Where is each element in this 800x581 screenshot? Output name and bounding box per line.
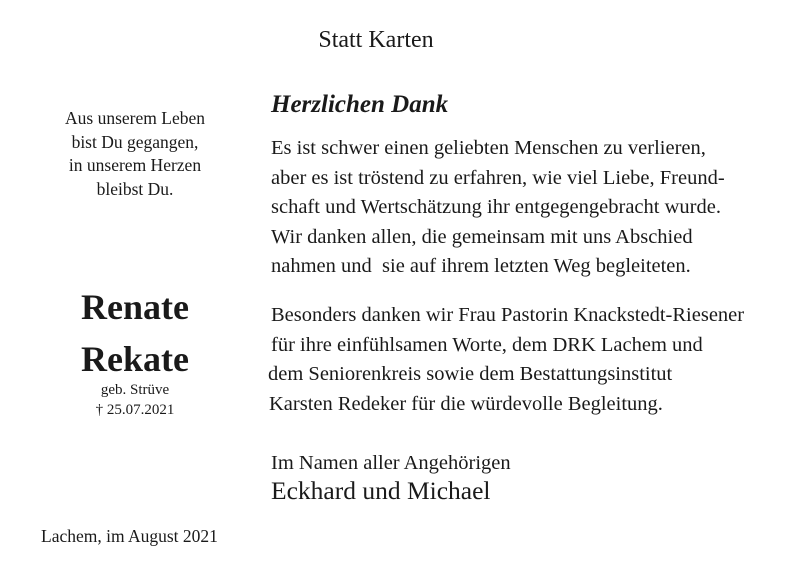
- paragraph-line: aber es ist tröstend zu erfahren, wie viel Liebe, Freund-: [271, 166, 725, 189]
- thanks-paragraph-2: [268, 301, 745, 419]
- paragraph-line: Wir danken allen, die gemeinsam mit uns Abschied: [271, 225, 693, 248]
- motto-line: bleibst Du.: [96, 178, 174, 199]
- paragraph-line: für ihre einfühlsamen Worte, dem DRK Lachem und: [271, 333, 703, 356]
- motto-line: bist Du gegangen,: [71, 131, 199, 152]
- deceased-first-name: Renate: [81, 287, 189, 327]
- deceased-last-name: Rekate: [81, 339, 189, 379]
- memorial-motto: [40, 107, 230, 201]
- birth-name: geb. Strüve: [100, 382, 170, 398]
- death-date: † 25.07.2021: [95, 402, 175, 418]
- signoff-line: Im Namen aller Angehörigen: [271, 452, 511, 474]
- header-title: Statt Karten: [318, 27, 434, 53]
- paragraph-line: nahmen und sie auf ihrem letzten Weg begleiteten.: [271, 255, 691, 277]
- place-and-date: Lachem, im August 2021: [41, 526, 218, 546]
- deceased-name: [40, 281, 230, 385]
- motto-line: in unserem Herzen: [68, 155, 202, 175]
- paragraph-line: Es ist schwer einen geliebten Menschen zu verlieren,: [271, 137, 706, 159]
- paragraph-line: dem Seniorenkreis sowie dem Bestattungsinstitut: [268, 363, 673, 385]
- motto-line: Aus unserem Leben: [65, 108, 205, 128]
- signatories: Eckhard und Michael: [271, 476, 491, 505]
- paragraph-line: Karsten Redeker für die würdevolle Begleitung.: [269, 392, 663, 415]
- thanks-heading: Herzlichen Dank: [271, 91, 449, 118]
- thanks-paragraph-1: [271, 134, 725, 282]
- paragraph-line: Besonders danken wir Frau Pastorin Knackstedt-Riesener: [271, 304, 745, 326]
- paragraph-line: schaft und Wertschätzung ihr entgegengebracht wurde.: [271, 196, 721, 218]
